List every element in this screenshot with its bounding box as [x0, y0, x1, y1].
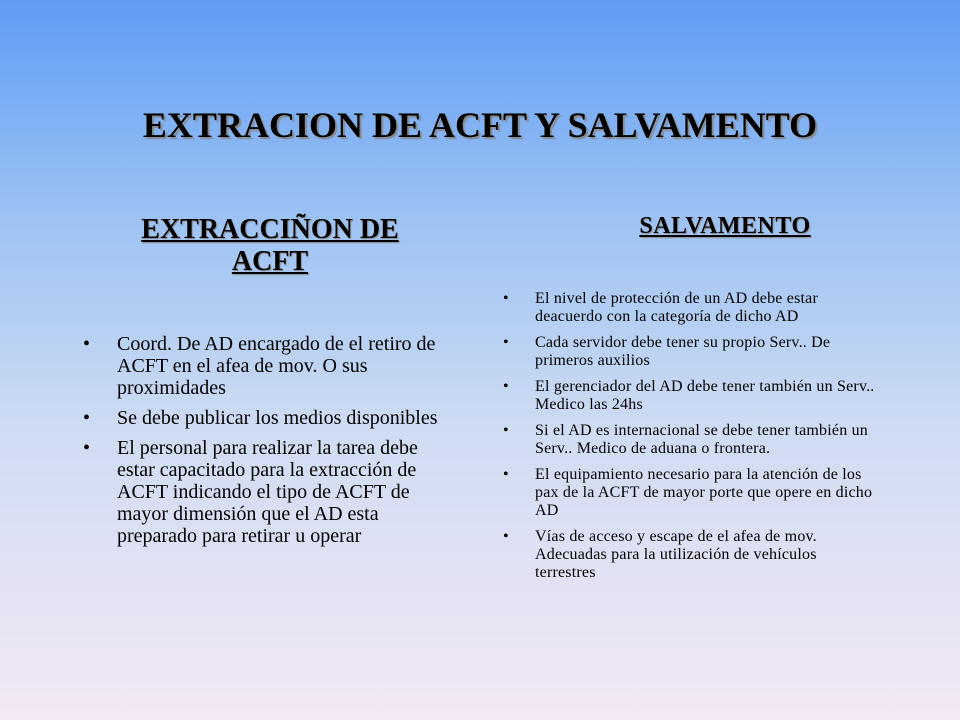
list-item: • Si el AD es internacional se debe tener también un Serv.. Medico de aduana o frontera. — [500, 422, 880, 458]
list-item: • Coord. De AD encargado de el retiro de ACFT en el afea de mov. O sus proximidades — [80, 333, 455, 399]
list-item: • El equipamiento necesario para la atención de los pax de la ACFT de mayor porte que opere en dicho AD — [500, 466, 880, 520]
list-item: • Se debe publicar los medios disponibles — [80, 407, 455, 429]
salvamento-bullet-list — [500, 290, 880, 590]
list-item: • El nivel de protección de un AD debe estar deacuerdo con la categoría de dicho AD — [500, 290, 880, 326]
list-item: • El gerenciador del AD debe tener también un Serv.. Medico las 24hs — [500, 378, 880, 414]
salvamento-heading: SALVAMENTO — [639, 213, 811, 239]
slide-title: EXTRACION DE ACFT Y SALVAMENTO — [142, 105, 818, 145]
list-item: • Cada servidor debe tener su propio Serv.. De primeros auxilios — [500, 334, 880, 370]
list-item: • El personal para realizar la tarea debe estar capacitado para la extracción de ACFT indicando el tipo de ACFT de mayor dimensión que el AD esta preparado para retirar u operar — [80, 437, 455, 547]
extraccion-heading: EXTRACCIÑON DE ACFT — [141, 214, 399, 277]
extraccion-bullet-list — [80, 333, 455, 555]
list-item: • Vías de acceso y escape de el afea de mov. Adecuadas para la utilización de vehículos terrestres — [500, 528, 880, 582]
